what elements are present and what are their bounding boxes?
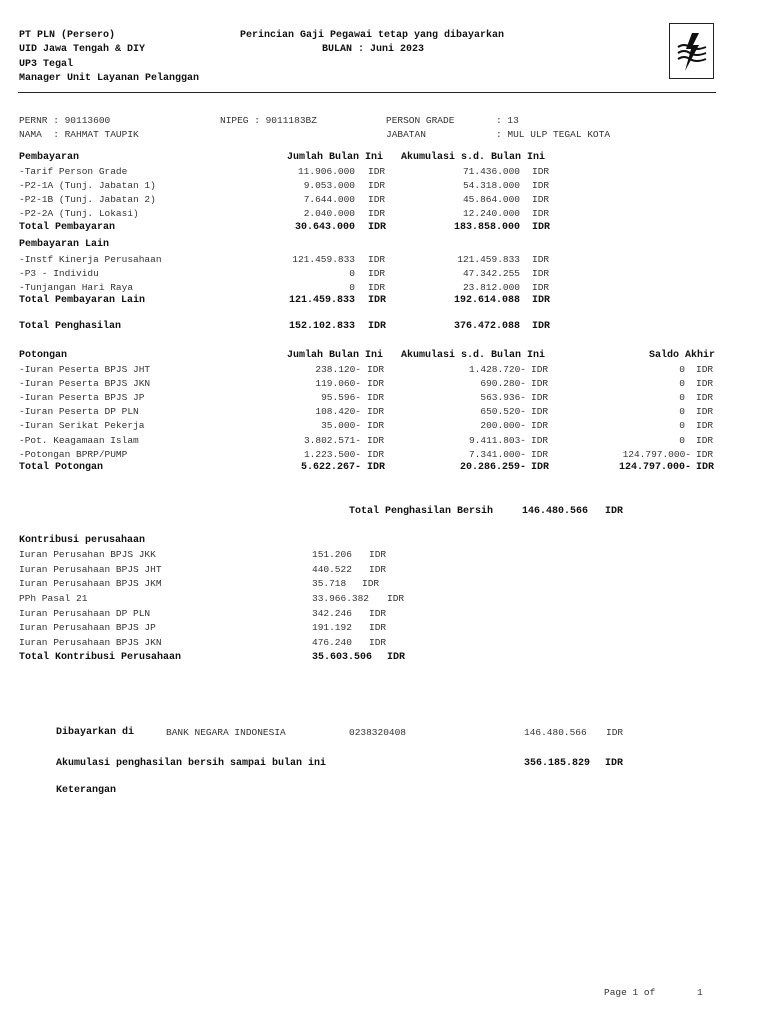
row-label: PPh Pasal 21 [19, 593, 88, 604]
row-label: Iuran Perusahaan BPJS JKN [19, 637, 162, 648]
kontribusi-title: Kontribusi perusahaan [19, 535, 146, 546]
row-label: -P2-1B (Tunj. Jabatan 2) [19, 194, 156, 205]
total-pembayaran-lain-month: 121.459.833 [288, 295, 355, 306]
dibayarkan-label: Dibayarkan di [56, 727, 135, 738]
row-saldo: 0 [679, 378, 685, 389]
row-label: -Iuran Peserta BPJS JP [19, 392, 145, 403]
row-month: 9.053.000 [303, 180, 355, 191]
row-cur: IDR [531, 392, 549, 403]
row-accum: 23.812.000 [462, 282, 520, 293]
person-grade-value: : 13 [496, 115, 519, 126]
row-month: 108.420- [315, 406, 361, 417]
total-pembayaran-lain-accum: 192.614.088 [453, 295, 520, 306]
row-value: 342.246 [312, 608, 352, 619]
row-cur: IDR [696, 364, 714, 375]
row-cur: IDR [532, 180, 550, 191]
row-cur: IDR [367, 392, 385, 403]
col-header-saldo: Saldo Akhir [648, 350, 715, 361]
employee-pernr: PERNR : 90113600 [19, 115, 111, 126]
row-cur: IDR [532, 268, 550, 279]
row-accum: 9.411.803- [468, 435, 526, 446]
row-cur: IDR [362, 578, 380, 589]
akumulasi-bersih-label: Akumulasi penghasilan bersih sampai bulan ini [56, 758, 327, 769]
total-potongan-cur: IDR [531, 462, 550, 473]
row-cur: IDR [387, 593, 405, 604]
row-cur: IDR [367, 420, 385, 431]
total-potongan-month: 5.622.267- [300, 462, 361, 473]
paid-amount: 146.480.566 [524, 727, 587, 738]
akumulasi-bersih-cur: IDR [605, 758, 624, 769]
up3-name: UP3 Tegal [19, 59, 74, 70]
row-label: -Iuran Peserta DP PLN [19, 406, 139, 417]
row-cur: IDR [532, 194, 550, 205]
row-label: Iuran Perusahaan DP PLN [19, 608, 151, 619]
page-total: 1 [697, 987, 703, 998]
row-label: -Pot. Keagamaan Islam [19, 435, 139, 446]
col-header-month: Jumlah Bulan Ini [287, 152, 384, 163]
page-number-label: Page 1 of [604, 987, 656, 998]
row-cur: IDR [368, 282, 386, 293]
row-month: 95.596- [321, 392, 361, 403]
row-cur: IDR [368, 208, 386, 219]
row-label: -P3 - Individu [19, 268, 99, 279]
row-month: 0 [349, 268, 355, 279]
row-label: Iuran Perusahaan BPJS JKM [19, 578, 162, 589]
row-label: -P2-2A (Tunj. Lokasi) [19, 208, 139, 219]
row-label: -Iuran Peserta BPJS JHT [19, 364, 151, 375]
row-cur: IDR [369, 549, 387, 560]
row-saldo: 0 [679, 364, 685, 375]
row-month: 121.459.833 [292, 254, 355, 265]
row-saldo: 0 [679, 420, 685, 431]
row-cur: IDR [532, 254, 550, 265]
row-cur: IDR [531, 435, 549, 446]
total-penghasilan-label: Total Penghasilan [19, 321, 122, 332]
total-potongan-accum: 20.286.259- [459, 462, 526, 473]
row-cur: IDR [696, 406, 714, 417]
row-cur: IDR [368, 180, 386, 191]
pembayaran-lain-title: Pembayaran Lain [19, 239, 110, 250]
potongan-title: Potongan [19, 350, 68, 361]
row-label: -Tunjangan Hari Raya [19, 282, 134, 293]
total-pembayaran-label: Total Pembayaran [19, 222, 116, 233]
penghasilan-bersih-value: 146.480.566 [521, 506, 588, 517]
account-number: 0238320408 [349, 727, 407, 738]
row-cur: IDR [369, 608, 387, 619]
row-saldo: 124.797.000- [622, 449, 691, 460]
row-cur: IDR [531, 378, 549, 389]
row-accum: 45.864.000 [462, 194, 520, 205]
total-potongan-label: Total Potongan [19, 462, 104, 473]
row-accum: 650.520- [480, 406, 526, 417]
row-accum: 12.240.000 [462, 208, 520, 219]
penghasilan-bersih-label: Total Penghasilan Bersih [349, 506, 494, 517]
total-kontribusi-label: Total Kontribusi Perusahaan [19, 652, 182, 663]
row-cur: IDR [696, 378, 714, 389]
penghasilan-bersih-cur: IDR [605, 506, 624, 517]
unit-name: UID Jawa Tengah & DIY [19, 44, 146, 55]
row-label: Iuran Perusahaan BPJS JP [19, 622, 156, 633]
row-cur: IDR [368, 194, 386, 205]
total-pembayaran-lain-cur: IDR [532, 295, 551, 306]
bank-name: BANK NEGARA INDONESIA [166, 727, 286, 738]
document-month: BULAN : Juni 2023 [322, 44, 425, 55]
row-saldo: 0 [679, 435, 685, 446]
row-cur: IDR [532, 166, 550, 177]
row-cur: IDR [368, 254, 386, 265]
row-value: 35.718 [312, 578, 347, 589]
total-potongan-cur: IDR [696, 462, 715, 473]
employee-name: NAMA : RAHMAT TAUPIK [19, 129, 139, 140]
col-header-accum: Akumulasi s.d. Bulan Ini [401, 152, 546, 163]
total-pembayaran-cur: IDR [368, 222, 387, 233]
header-divider [18, 92, 716, 93]
total-penghasilan-cur: IDR [368, 321, 387, 332]
total-potongan-cur: IDR [367, 462, 386, 473]
row-month: 1.223.500- [303, 449, 361, 460]
row-cur: IDR [532, 282, 550, 293]
row-cur: IDR [367, 435, 385, 446]
row-label: -Iuran Serikat Pekerja [19, 420, 145, 431]
keterangan-label: Keterangan [56, 785, 117, 796]
paid-cur: IDR [606, 727, 624, 738]
col-header-month: Jumlah Bulan Ini [287, 350, 384, 361]
row-month: 0 [349, 282, 355, 293]
row-accum: 690.280- [480, 378, 526, 389]
total-pembayaran-cur: IDR [532, 222, 551, 233]
row-value: 33.966.382 [312, 593, 370, 604]
row-accum: 7.341.000- [468, 449, 526, 460]
manager-name: Manager Unit Layanan Pelanggan [19, 73, 200, 84]
row-label: Iuran Perusahan BPJS JKK [19, 549, 156, 560]
row-label: -Potongan BPRP/PUMP [19, 449, 128, 460]
total-kontribusi-cur: IDR [387, 652, 406, 663]
row-cur: IDR [531, 449, 549, 460]
row-label: -Instf Kinerja Perusahaan [19, 254, 162, 265]
total-pembayaran-lain-label: Total Pembayaran Lain [19, 295, 146, 306]
row-cur: IDR [367, 449, 385, 460]
total-penghasilan-month: 152.102.833 [288, 321, 355, 332]
row-label: Iuran Perusahaan BPJS JHT [19, 564, 162, 575]
row-cur: IDR [696, 392, 714, 403]
row-cur: IDR [531, 406, 549, 417]
row-cur: IDR [696, 435, 714, 446]
pln-lightning-icon [675, 31, 709, 73]
col-header-accum: Akumulasi s.d. Bulan Ini [401, 350, 546, 361]
row-accum: 1.428.720- [468, 364, 526, 375]
row-month: 119.060- [315, 378, 361, 389]
row-label: -Iuran Peserta BPJS JKN [19, 378, 151, 389]
row-cur: IDR [367, 406, 385, 417]
row-saldo: 0 [679, 392, 685, 403]
row-accum: 200.000- [480, 420, 526, 431]
total-penghasilan-accum: 376.472.088 [453, 321, 520, 332]
row-accum: 121.459.833 [457, 254, 520, 265]
employee-nipeg: NIPEG : 9011183BZ [220, 115, 317, 126]
total-kontribusi-value: 35.603.506 [312, 652, 373, 663]
total-potongan-saldo: 124.797.000- [618, 462, 691, 473]
row-cur: IDR [367, 378, 385, 389]
row-cur: IDR [369, 564, 387, 575]
row-accum: 563.936- [480, 392, 526, 403]
jabatan-value: : MUL ULP TEGAL KOTA [496, 129, 611, 140]
row-value: 151.206 [312, 549, 352, 560]
row-accum: 47.342.255 [462, 268, 520, 279]
total-pembayaran-lain-cur: IDR [368, 295, 387, 306]
row-value: 476.240 [312, 637, 352, 648]
row-cur: IDR [531, 364, 549, 375]
pln-logo [669, 23, 714, 79]
row-month: 11.906.000 [297, 166, 355, 177]
row-value: 191.192 [312, 622, 352, 633]
total-penghasilan-cur: IDR [532, 321, 551, 332]
pembayaran-title: Pembayaran [19, 152, 80, 163]
person-grade-label: PERSON GRADE [386, 115, 455, 126]
row-label: -Tarif Person Grade [19, 166, 128, 177]
row-month: 7.644.000 [303, 194, 355, 205]
row-month: 35.000- [321, 420, 361, 431]
row-month: 2.040.000 [303, 208, 355, 219]
row-cur: IDR [368, 268, 386, 279]
row-cur: IDR [369, 637, 387, 648]
row-cur: IDR [367, 364, 385, 375]
row-label: -P2-1A (Tunj. Jabatan 1) [19, 180, 156, 191]
company-name: PT PLN (Persero) [19, 30, 116, 41]
total-pembayaran-month: 30.643.000 [294, 222, 355, 233]
jabatan-label: JABATAN [386, 129, 426, 140]
row-accum: 71.436.000 [462, 166, 520, 177]
row-cur: IDR [369, 622, 387, 633]
row-cur: IDR [368, 166, 386, 177]
row-value: 440.522 [312, 564, 352, 575]
row-cur: IDR [696, 420, 714, 431]
row-month: 238.120- [315, 364, 361, 375]
row-saldo: 0 [679, 406, 685, 417]
total-pembayaran-accum: 183.858.000 [453, 222, 520, 233]
document-title: Perincian Gaji Pegawai tetap yang dibayarkan [240, 30, 505, 41]
row-cur: IDR [696, 449, 714, 460]
row-cur: IDR [532, 208, 550, 219]
row-cur: IDR [531, 420, 549, 431]
row-accum: 54.318.000 [462, 180, 520, 191]
akumulasi-bersih-value: 356.185.829 [524, 758, 591, 769]
row-month: 3.802.571- [303, 435, 361, 446]
